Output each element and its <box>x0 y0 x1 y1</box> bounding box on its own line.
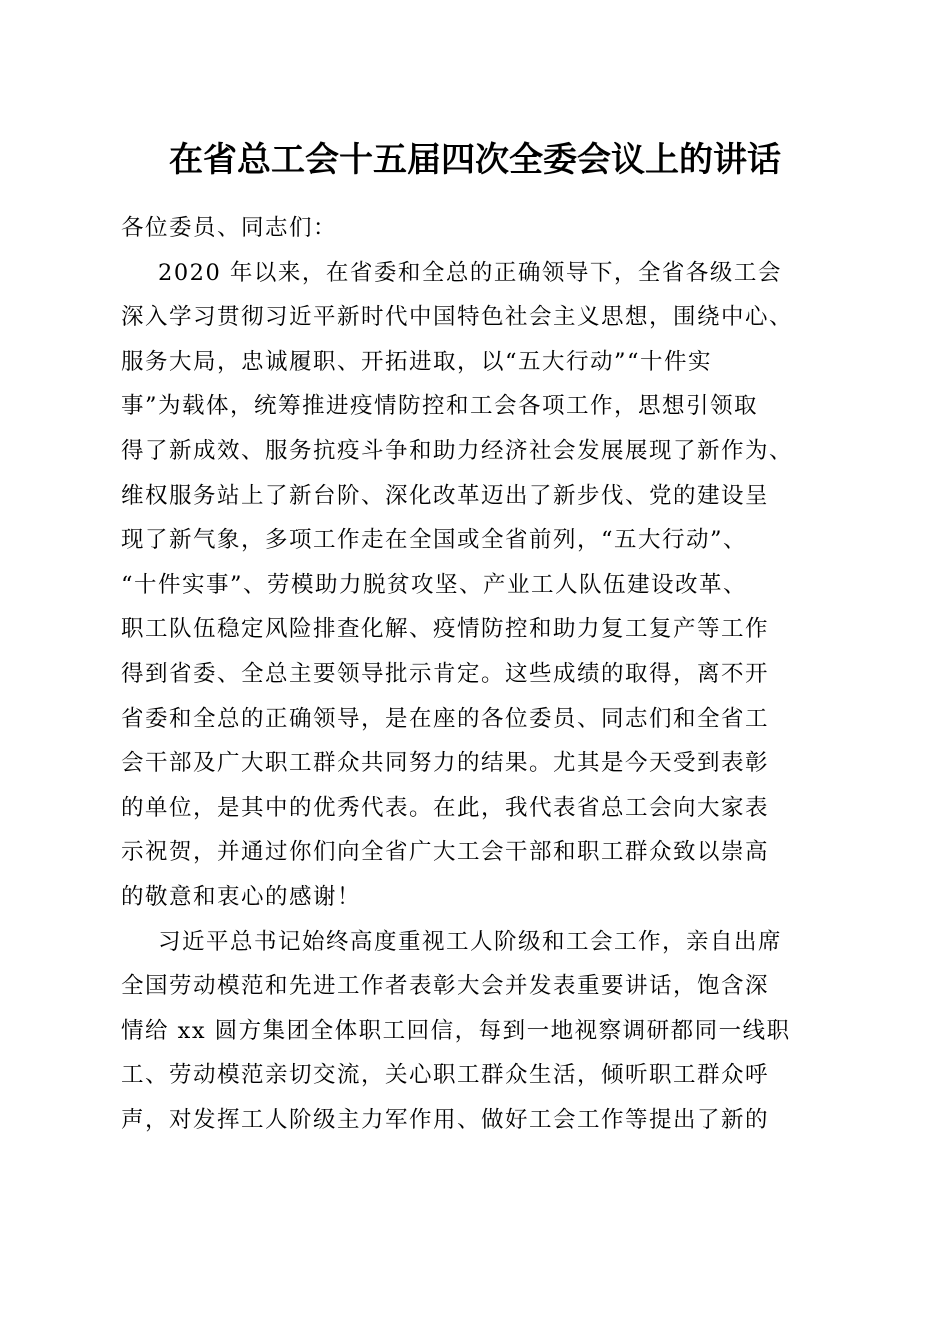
paragraph-line: 声，对发挥工人阶级主力军作用、做好工会工作等提出了新的 <box>121 1106 770 1133</box>
paragraph-line: 服务大局，忠诚履职、开拓进取，以“五大行动”“十件实 <box>121 348 713 375</box>
document-body <box>121 206 831 1142</box>
paragraph-line: 的敬意和衷心的感谢！ <box>121 883 362 910</box>
paragraph-line: 情给 xx 圆方集团全体职工回信，每到一地视察调研都同一线职 <box>121 1017 791 1044</box>
paragraph-2 <box>121 920 831 1143</box>
paragraph-line: 的单位，是其中的优秀代表。在此，我代表省总工会向大家表 <box>121 794 770 821</box>
paragraph-line: 深入学习贯彻习近平新时代中国特色社会主义思想，围绕中心、 <box>121 304 794 331</box>
paragraph-line: “十件实事”、劳模助力脱贫攻坚、产业工人队伍建设改革、 <box>121 571 748 598</box>
paragraph-line: 职工队伍稳定风险排查化解、疫情防控和助力复工复产等工作 <box>121 616 770 643</box>
paragraph-line: 得到省委、全总主要领导批示肯定。这些成绩的取得，离不开 <box>121 660 770 687</box>
document-title: 在省总工会十五届四次全委会议上的讲话 <box>169 140 781 180</box>
paragraph-line: 省委和全总的正确领导，是在座的各位委员、同志们和全省工 <box>121 705 770 732</box>
paragraph-line: 示祝贺，并通过你们向全省广大工会干部和职工群众致以崇高 <box>121 839 770 866</box>
paragraph-line: 现了新气象，多项工作走在全国或全省前列，“五大行动”、 <box>121 527 748 554</box>
paragraph-line: 会干部及广大职工群众共同努力的结果。尤其是今天受到表彰 <box>121 750 770 777</box>
paragraph-line: 维权服务站上了新台阶、深化改革迈出了新步伐、党的建设呈 <box>121 482 770 509</box>
paragraph-line: 事”为载体，统筹推进疫情防控和工会各项工作，思想引领取 <box>121 393 759 420</box>
paragraph-1 <box>121 251 831 920</box>
paragraph-line: 工、劳动模范亲切交流，关心职工群众生活，倾听职工群众呼 <box>121 1062 770 1089</box>
salutation: 各位委员、同志们： <box>121 215 338 241</box>
paragraph-line: 2020 年以来，在省委和全总的正确领导下，全省各级工会 <box>158 259 782 286</box>
paragraph-line: 全国劳动模范和先进工作者表彰大会并发表重要讲话，饱含深 <box>121 973 770 1000</box>
paragraph-line: 得了新成效、服务抗疫斗争和助力经济社会发展展现了新作为、 <box>121 437 794 464</box>
paragraph-line: 习近平总书记始终高度重视工人阶级和工会工作，亲自出席 <box>158 928 783 955</box>
